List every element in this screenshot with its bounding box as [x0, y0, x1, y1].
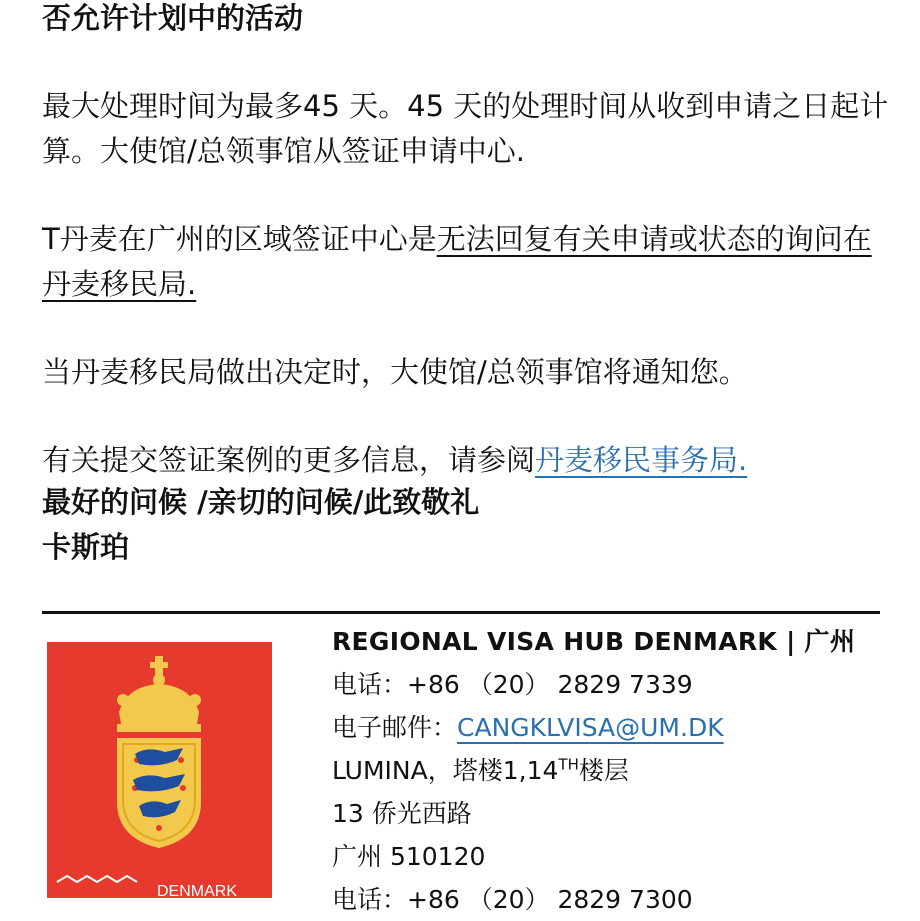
phone-label: 电话：: [332, 670, 408, 699]
address-line: [332, 749, 892, 792]
denmark-coat-of-arms-logo: [47, 642, 272, 898]
logo-denmark-text: DENMARK: [157, 883, 238, 898]
email-link[interactable]: CANGKLVISA@UM.DK: [457, 713, 724, 742]
signature-block: [332, 620, 892, 921]
phone-number: +86 （20） 2829 7339: [407, 670, 693, 699]
email-subject-fragment: 否允许计划中的活动: [42, 1, 304, 35]
decision-paragraph: 当丹麦移民局做出决定时，大使馆/总领事馆将通知您。: [42, 355, 748, 389]
street-line: 13 侨光西路: [332, 799, 472, 828]
phone-line: [332, 663, 892, 706]
email-label: 电子邮件：: [332, 713, 458, 742]
closing-regards: 最好的问候 /亲切的问候/此致敬礼: [42, 485, 480, 519]
processing-time-paragraph: 最大处理时间为最多45 天。45 天的处理时间从收到申请之日起计算。大使馆/总领事馆从签证申请中心.: [42, 89, 889, 168]
immigration-service-link[interactable]: 丹麦移民事务局.: [535, 443, 748, 477]
sender-name: 卡斯珀: [42, 530, 130, 564]
address-ordinal: TH: [558, 755, 579, 774]
address-floor: 楼层: [578, 756, 629, 785]
address-text: LUMINA，塔楼1,14: [332, 756, 559, 785]
hub-paragraph-text: T丹麦在广州的区域签证中心是: [42, 222, 437, 256]
city-line: 广州 510120: [332, 842, 486, 871]
coat-of-arms-icon: [47, 642, 272, 898]
more-info-text: 有关提交签证案例的更多信息，请参阅: [42, 443, 536, 477]
hub-name: REGIONAL VISA HUB DENMARK | 广州: [332, 627, 856, 656]
signature-divider: [42, 611, 880, 614]
second-phone-line: 电话：+86 （20） 2829 7300: [332, 885, 693, 914]
hub-paragraph: [42, 217, 892, 307]
more-info-paragraph: [42, 438, 747, 483]
hub-paragraph-underlined: 无法回复有关申请或状态的询问在丹麦移民局.: [42, 222, 872, 301]
email-line: [332, 706, 892, 749]
